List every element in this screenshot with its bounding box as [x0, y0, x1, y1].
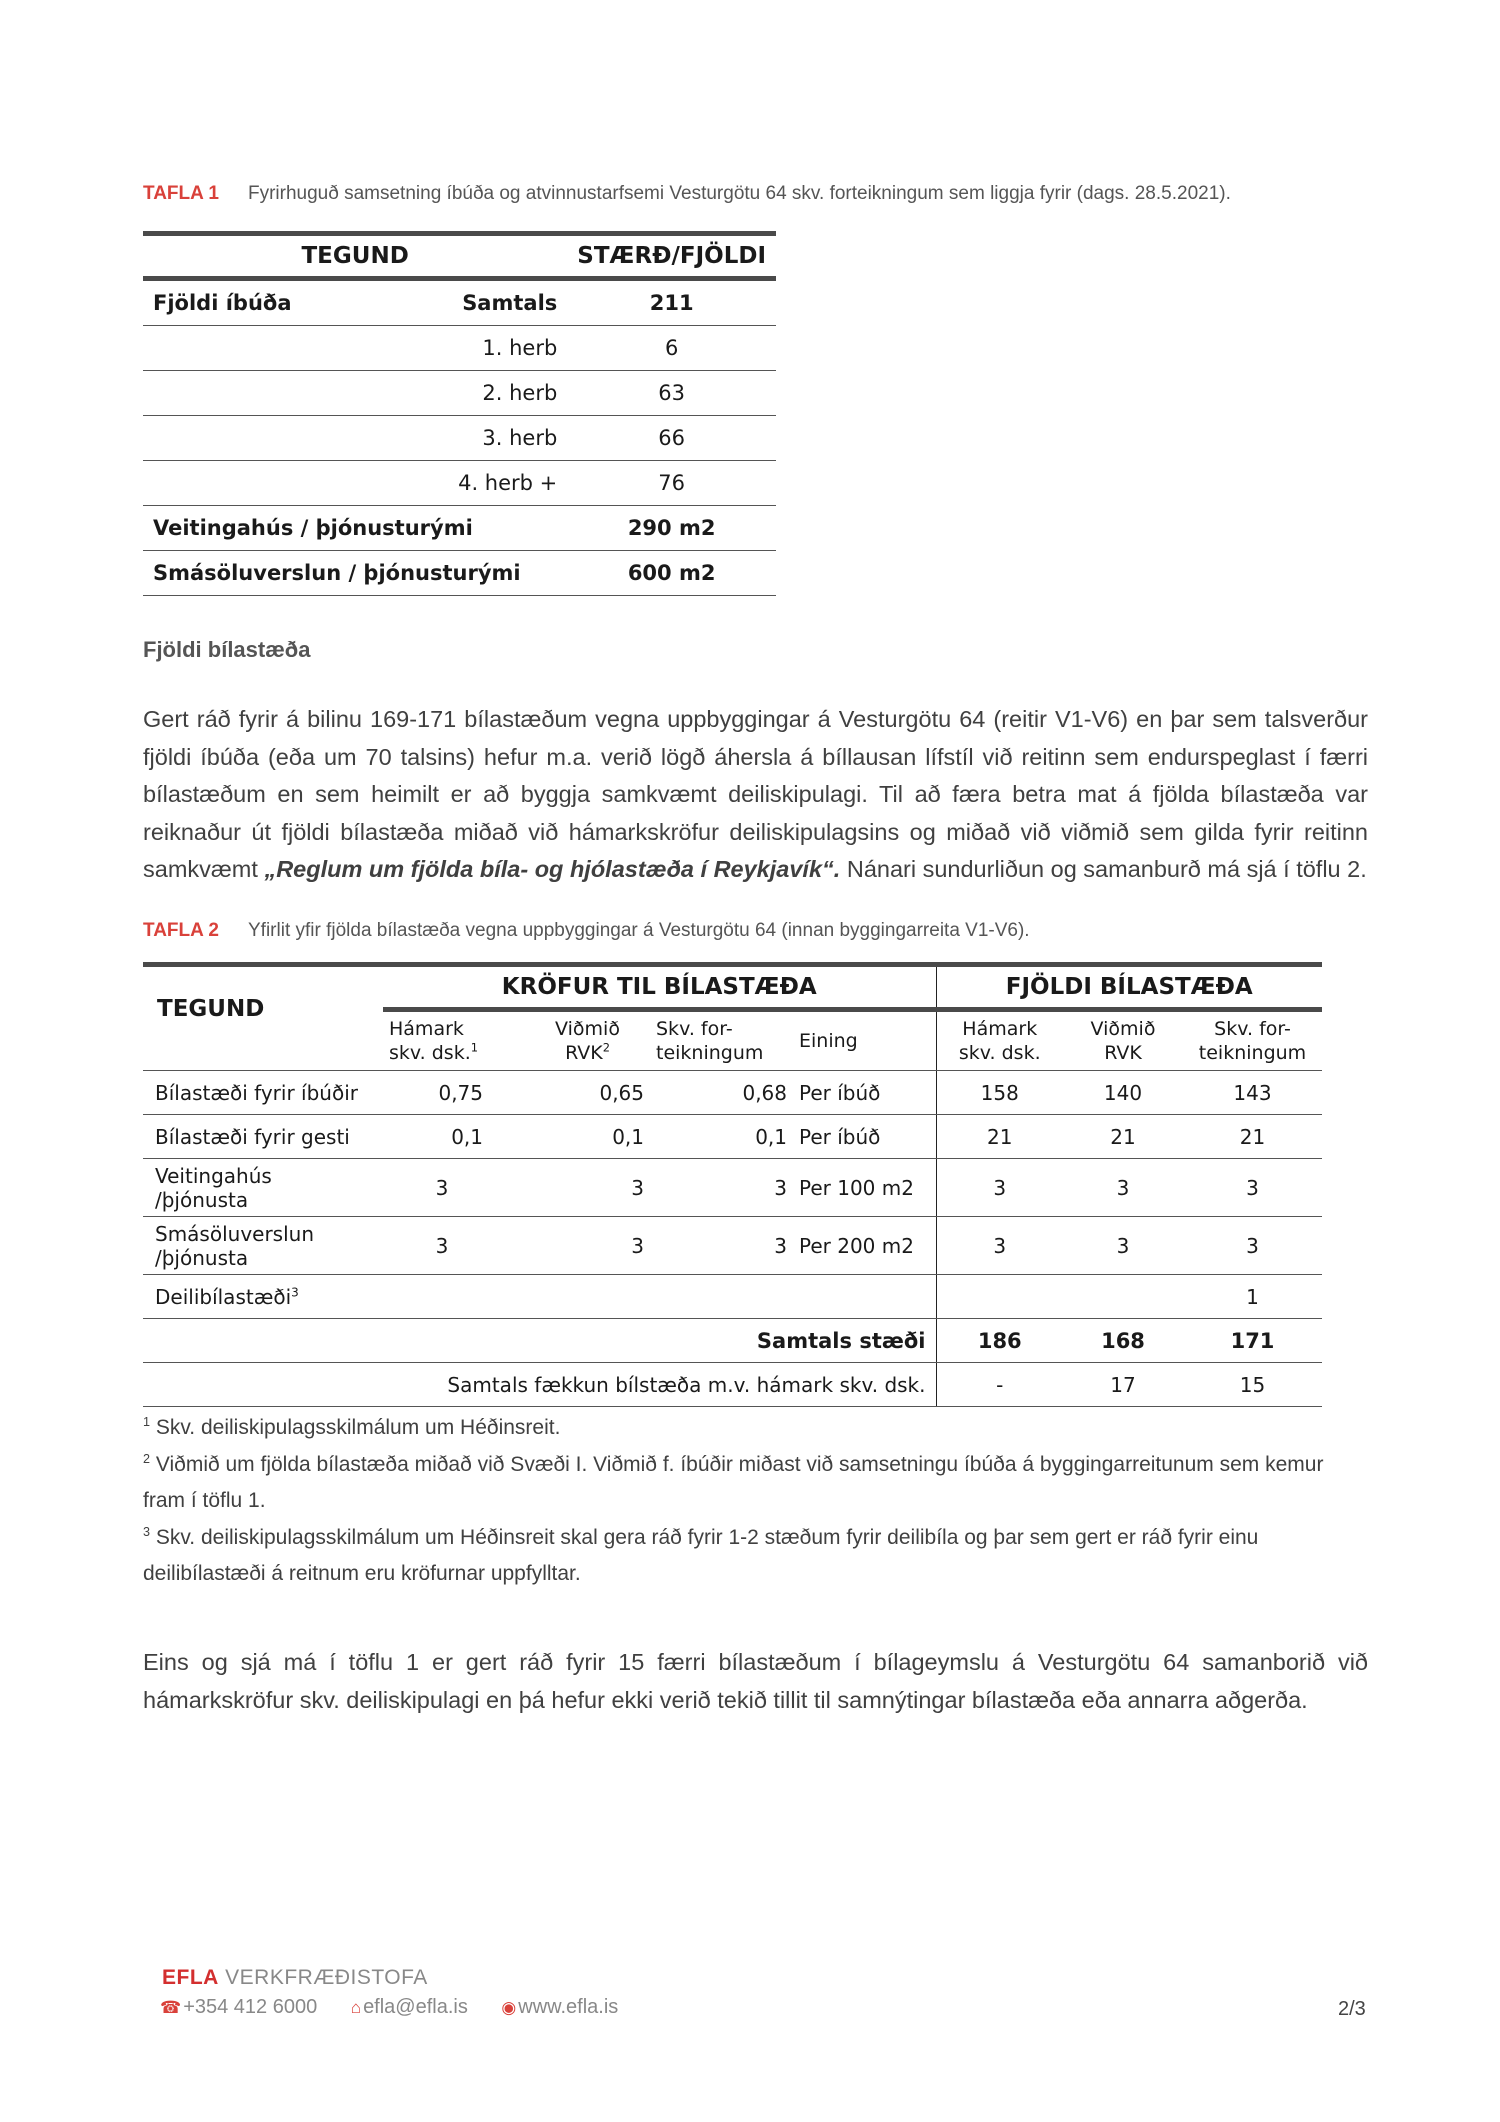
table1-value: 290 m2 — [567, 506, 776, 551]
table2-vidmid: 0,1 — [525, 1115, 650, 1159]
table2-f-vidmid: 3 — [1063, 1217, 1183, 1275]
table2-eining — [793, 1275, 936, 1319]
table1-value: 76 — [567, 461, 776, 506]
table2-vidmid: 3 — [525, 1159, 650, 1217]
table2 — [143, 962, 1322, 1407]
table1-sub: Samtals — [388, 279, 568, 326]
table2-f-hamark: 3 — [936, 1159, 1063, 1217]
table2-reduction-row — [143, 1363, 1322, 1407]
table2-hamark: 0,1 — [383, 1115, 525, 1159]
table2-subheader-eining: Eining — [793, 1010, 936, 1071]
conclusion-paragraph: Eins og sjá má í töflu 1 er gert ráð fyrir 15 færri bílastæðum í bílageymslu á Vesturgötu 64 samanborið við hámarkskröfur skv. deiliskipulagi en þá hefur ekki verið tekið tillit til samnýtingar bílastæða eða annarra aðgerða. — [143, 1649, 1368, 1713]
table-row — [143, 371, 776, 416]
table2-subheader-f-vidmid: Viðmið RVK — [1063, 1010, 1183, 1071]
table-row — [143, 551, 776, 596]
footer-contact — [160, 1996, 646, 2019]
table2-f-vidmid: 140 — [1063, 1071, 1183, 1115]
table1-value: 6 — [567, 326, 776, 371]
table2-f-hamark: 21 — [936, 1115, 1063, 1159]
table-row — [143, 1071, 1322, 1115]
table2-subheader-skv: Skv. for- teikningum — [650, 1010, 793, 1071]
table1-header-row — [143, 234, 776, 279]
footer-phone[interactable]: ☎ +354 412 6000 — [160, 1996, 318, 2018]
table2-skv: 3 — [650, 1159, 793, 1217]
table2-vidmid — [525, 1275, 650, 1319]
table1-label: Fjöldi íbúða — [143, 279, 388, 326]
table1-sub: 1. herb — [388, 326, 568, 371]
table2-total-f-hamark: 186 — [936, 1319, 1063, 1363]
table2-f-skv: 3 — [1183, 1217, 1322, 1275]
table2-tegund: Veitingahús /þjónusta — [143, 1159, 383, 1217]
table2-header-fjoldi: FJÖLDI BÍLASTÆÐA — [936, 965, 1322, 1010]
table1-sub: 4. herb + — [388, 461, 568, 506]
table-row — [143, 461, 776, 506]
paragraph-italic-reference: „Reglum um fjölda bíla- og hjólastæða í Reykjavík“. — [264, 856, 841, 882]
paragraph-text: Gert ráð fyrir á bilinu 169-171 bílastæðum vegna uppbyggingar á Vesturgötu 64 (reitir V1-V6) en þar sem talsverður fjöldi íbúða (eða um 70 talsins) hefur m.a. verið lögð áhersla á bíllausan lífstíl við reitinn sem endurspeglast í færri bílastæðum en sem heimilt er að byggja samkvæmt deiliskipulagi. Til að færa betra mat á fjölda bílastæða var reiknaður út fjöldi bílastæða miðað við hámarkskröfur deiliskipulagsins og miðað við viðmið sem gilda fyrir reitinn samkvæmt — [143, 706, 1368, 882]
table2-hamark: 3 — [383, 1159, 525, 1217]
table2-tag: TAFLA 2 — [143, 920, 219, 941]
table-row — [143, 506, 776, 551]
table2-f-vidmid: 3 — [1063, 1159, 1183, 1217]
table2-total-f-skv: 171 — [1183, 1319, 1322, 1363]
table2-header-tegund: TEGUND — [143, 965, 383, 1071]
table1-sub: 2. herb — [388, 371, 568, 416]
footer-brand-sub: VERKFRÆÐISTOFA — [225, 1966, 428, 1989]
table-row — [143, 1159, 1322, 1217]
table1-tag: TAFLA 1 — [143, 183, 219, 204]
table1-sub: 3. herb — [388, 416, 568, 461]
table2-tegund: Smásöluverslun /þjónusta — [143, 1217, 383, 1275]
table2-header-krofur: KRÖFUR TIL BÍLASTÆÐA — [383, 965, 936, 1010]
table2-eining: Per íbúð — [793, 1071, 936, 1115]
section-heading: Fjöldi bílastæða — [143, 637, 311, 662]
table2-hamark — [383, 1275, 525, 1319]
table1-label — [143, 461, 388, 506]
envelope-icon: ⌂ — [350, 1998, 362, 2017]
table2-f-vidmid — [1063, 1275, 1183, 1319]
table2-subheader-vidmid: Viðmið RVK$^2$ — [525, 1010, 650, 1071]
section-paragraph — [143, 701, 1368, 889]
footnote-2: $^2$ Viðmið um fjölda bílastæða miðað við Svæði I. Viðmið f. íbúðir miðast við samsetningu íbúða á byggingarreitunum sem kemur fram í töflu 1. — [143, 1451, 1324, 1512]
table1-label: Veitingahús / þjónusturými — [143, 506, 567, 551]
table2-reduction-f-skv: 15 — [1183, 1363, 1322, 1407]
table2-tegund: Bílastæði fyrir íbúðir — [143, 1071, 383, 1115]
table2-reduction-label: Samtals fækkun bílstæða m.v. hámark skv. dsk. — [143, 1363, 936, 1407]
table1-label — [143, 326, 388, 371]
efla-logo: EFLA — [162, 1966, 219, 1989]
table2-f-hamark: 158 — [936, 1071, 1063, 1115]
table1-label — [143, 371, 388, 416]
globe-icon: ◉ — [501, 1998, 517, 2017]
table2-f-hamark — [936, 1275, 1063, 1319]
table1-value: 211 — [567, 279, 776, 326]
table1-label: Smásöluverslun / þjónusturými — [143, 551, 567, 596]
phone-icon: ☎ — [160, 1998, 182, 2017]
footnote-3: $^3$ Skv. deiliskipulagsskilmálum um Héðinsreit skal gera ráð fyrir 1-2 stæðum fyrir deilibíla og þar sem gert er ráð fyrir einu deilibílastæði á reitnum eru kröfurnar uppfylltar. — [143, 1524, 1259, 1585]
table2-skv: 3 — [650, 1217, 793, 1275]
table-row — [143, 326, 776, 371]
table2-vidmid: 0,65 — [525, 1071, 650, 1115]
table1-header-staerd: STÆRÐ/FJÖLDI — [567, 234, 776, 279]
table2-f-skv: 143 — [1183, 1071, 1322, 1115]
table2-subheader-f-skv: Skv. for- teikningum — [1183, 1010, 1322, 1071]
table2-vidmid: 3 — [525, 1217, 650, 1275]
table2-eining: Per 200 m2 — [793, 1217, 936, 1275]
table2-caption-text: Yfirlit yfir fjölda bílastæða vegna uppbyggingar á Vesturgötu 64 (innan byggingarreita V1-V6). — [248, 920, 1030, 941]
table2-caption — [143, 920, 1030, 942]
table2-total-label: Samtals stæði — [143, 1319, 936, 1363]
table1-header-tegund: TEGUND — [143, 234, 567, 279]
table1-value: 600 m2 — [567, 551, 776, 596]
table2-f-skv: 1 — [1183, 1275, 1322, 1319]
table2-f-hamark: 3 — [936, 1217, 1063, 1275]
table2-skv — [650, 1275, 793, 1319]
table1-caption-text: Fyrirhuguð samsetning íbúða og atvinnustarfsemi Vesturgötu 64 skv. forteikningum sem liggja fyrir (dags. 28.5.2021). — [248, 183, 1231, 204]
table-row — [143, 416, 776, 461]
table1-label — [143, 416, 388, 461]
table2-f-skv: 3 — [1183, 1159, 1322, 1217]
table-row — [143, 1217, 1322, 1275]
table1 — [143, 231, 776, 596]
footnotes — [143, 1410, 1368, 1593]
table2-skv: 0,1 — [650, 1115, 793, 1159]
footer-brand — [162, 1966, 428, 1990]
table-row — [143, 1275, 1322, 1319]
table1-value: 66 — [567, 416, 776, 461]
table2-tegund: Deilibílastæði$^3$ — [143, 1275, 383, 1319]
table2-total-f-vidmid: 168 — [1063, 1319, 1183, 1363]
table-row — [143, 1115, 1322, 1159]
table2-f-skv: 21 — [1183, 1115, 1322, 1159]
table2-subheader-hamark: Hámark skv. dsk.$^1$ — [383, 1010, 525, 1071]
table2-reduction-f-vidmid: 17 — [1063, 1363, 1183, 1407]
table2-eining: Per 100 m2 — [793, 1159, 936, 1217]
table2-eining: Per íbúð — [793, 1115, 936, 1159]
table1-caption — [143, 183, 1231, 205]
footnote-1: $^1$ Skv. deiliskipulagsskilmálum um Héðinsreit. — [143, 1415, 561, 1439]
table2-f-vidmid: 21 — [1063, 1115, 1183, 1159]
table1-value: 63 — [567, 371, 776, 416]
page-number: 2/3 — [1338, 1998, 1366, 2020]
table2-hamark: 0,75 — [383, 1071, 525, 1115]
table2-total-row — [143, 1319, 1322, 1363]
table2-reduction-f-hamark: - — [936, 1363, 1063, 1407]
footer-web[interactable]: ◉ www.efla.is — [501, 1996, 619, 2018]
table2-hamark: 3 — [383, 1217, 525, 1275]
paragraph-text-end: Nánari sundurliðun og samanburð má sjá í töflu 2. — [840, 856, 1367, 882]
table-row — [143, 279, 776, 326]
table2-group-header-row — [143, 965, 1322, 1010]
table2-skv: 0,68 — [650, 1071, 793, 1115]
table2-subheader-f-hamark: Hámark skv. dsk. — [936, 1010, 1063, 1071]
table2-tegund: Bílastæði fyrir gesti — [143, 1115, 383, 1159]
footer-email[interactable]: ⌂ efla@efla.is — [350, 1996, 468, 2018]
